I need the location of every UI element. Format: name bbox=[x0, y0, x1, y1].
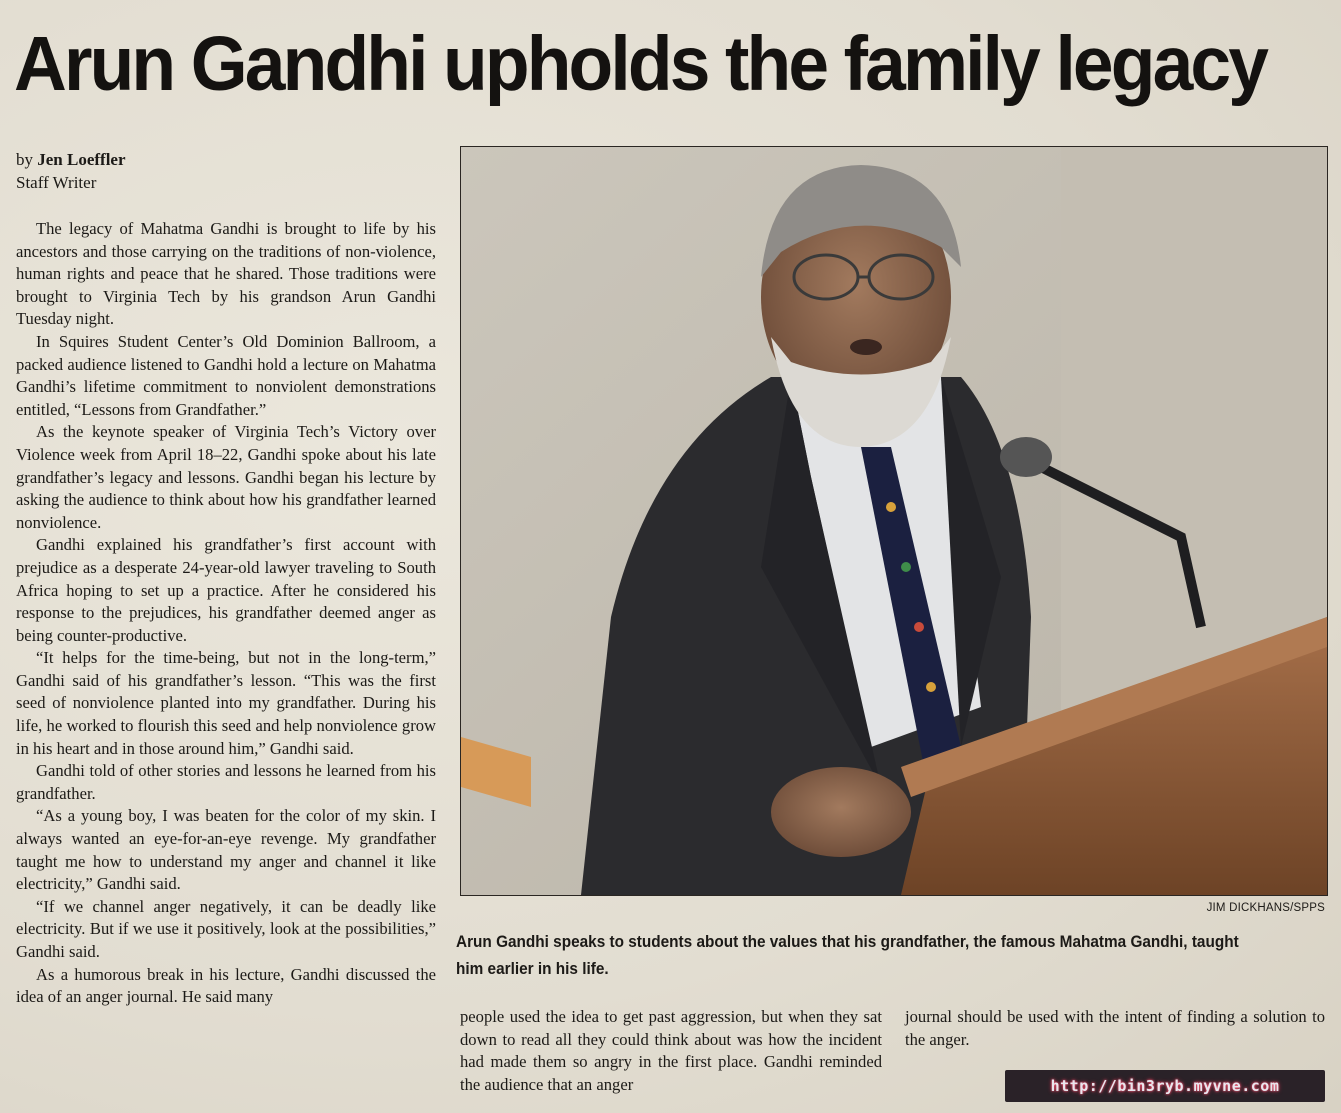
article-column-1 bbox=[16, 218, 436, 1009]
speaker-photo bbox=[460, 146, 1328, 896]
watermark: http://bin3ryb.myvne.com bbox=[1005, 1070, 1325, 1102]
photo-caption: Arun Gandhi speaks to students about the values that his grandfather, the famous Mahatma Gandhi, taught him earlier in his life. bbox=[456, 933, 1239, 978]
article-column-2: people used the idea to get past aggression, but when they sat down to read all they could think about was how the incident had made them so angry in the first place. Gandhi reminded the audience that an anger bbox=[460, 1007, 882, 1094]
article-column-3: journal should be used with the intent of finding a solution to the anger. bbox=[905, 1007, 1325, 1049]
byline-author: Jen Loeffler bbox=[37, 150, 126, 169]
paragraph: In Squires Student Center’s Old Dominion Ballroom, a packed audience listened to Gandhi hold a lecture on Mahatma Gandhi’s lifetime commitment to nonviolent demonstrations entitled, “Lessons from Grandfather.” bbox=[16, 331, 436, 419]
photo-credit: JIM DICKHANS/SPPS bbox=[1206, 902, 1325, 914]
paragraph: The legacy of Mahatma Gandhi is brought to life by his ancestors and those carrying on the traditions of non-violence, human rights and peace that he shared. Those traditions were brought to Virginia Tech by his grandson Arun Gandhi Tuesday night. bbox=[16, 219, 436, 329]
headline: Arun Gandhi upholds the family legacy bbox=[14, 21, 1267, 107]
byline-prefix: by bbox=[16, 150, 33, 169]
paragraph: Gandhi explained his grandfather’s first account with prejudice as a desperate 24-year-old lawyer traveling to South Africa hoping to set up a practice. After he considered his response to the prejudices, his grandfather deemed anger as being counter-productive. bbox=[16, 535, 436, 645]
paragraph: “It helps for the time-being, but not in the long-term,” Gandhi said of his grandfather’s lesson. “This was the first seed of nonviolence planted into my grandfather. During his life, he worked to flourish this seed and help nonviolence grow in his heart and in those around him,” Gandhi said. bbox=[16, 648, 436, 758]
speaker-photo-illustration bbox=[461, 147, 1327, 895]
paragraph: Gandhi told of other stories and lessons he learned from his grandfather. bbox=[16, 761, 436, 803]
paragraph: “As a young boy, I was beaten for the color of my skin. I always wanted an eye-for-an-eye revenge. My grandfather taught me how to understand my anger and channel it like electricity,” Gandhi said. bbox=[16, 806, 436, 894]
byline-role: Staff Writer bbox=[16, 173, 97, 192]
paragraph: As a humorous break in his lecture, Gandhi discussed the idea of an anger journal. He said many bbox=[16, 964, 436, 1007]
byline bbox=[16, 148, 126, 194]
paragraph: “If we channel anger negatively, it can be deadly like electricity. But if we use it positively, look at the possibilities,” Gandhi said. bbox=[16, 896, 436, 961]
paragraph: As the keynote speaker of Virginia Tech’s Victory over Violence week from April 18–22, Gandhi spoke about his late grandfather’s legacy and lessons. Gandhi began his lecture by asking the audience to think about how his grandfather learned nonviolence. bbox=[16, 422, 436, 532]
